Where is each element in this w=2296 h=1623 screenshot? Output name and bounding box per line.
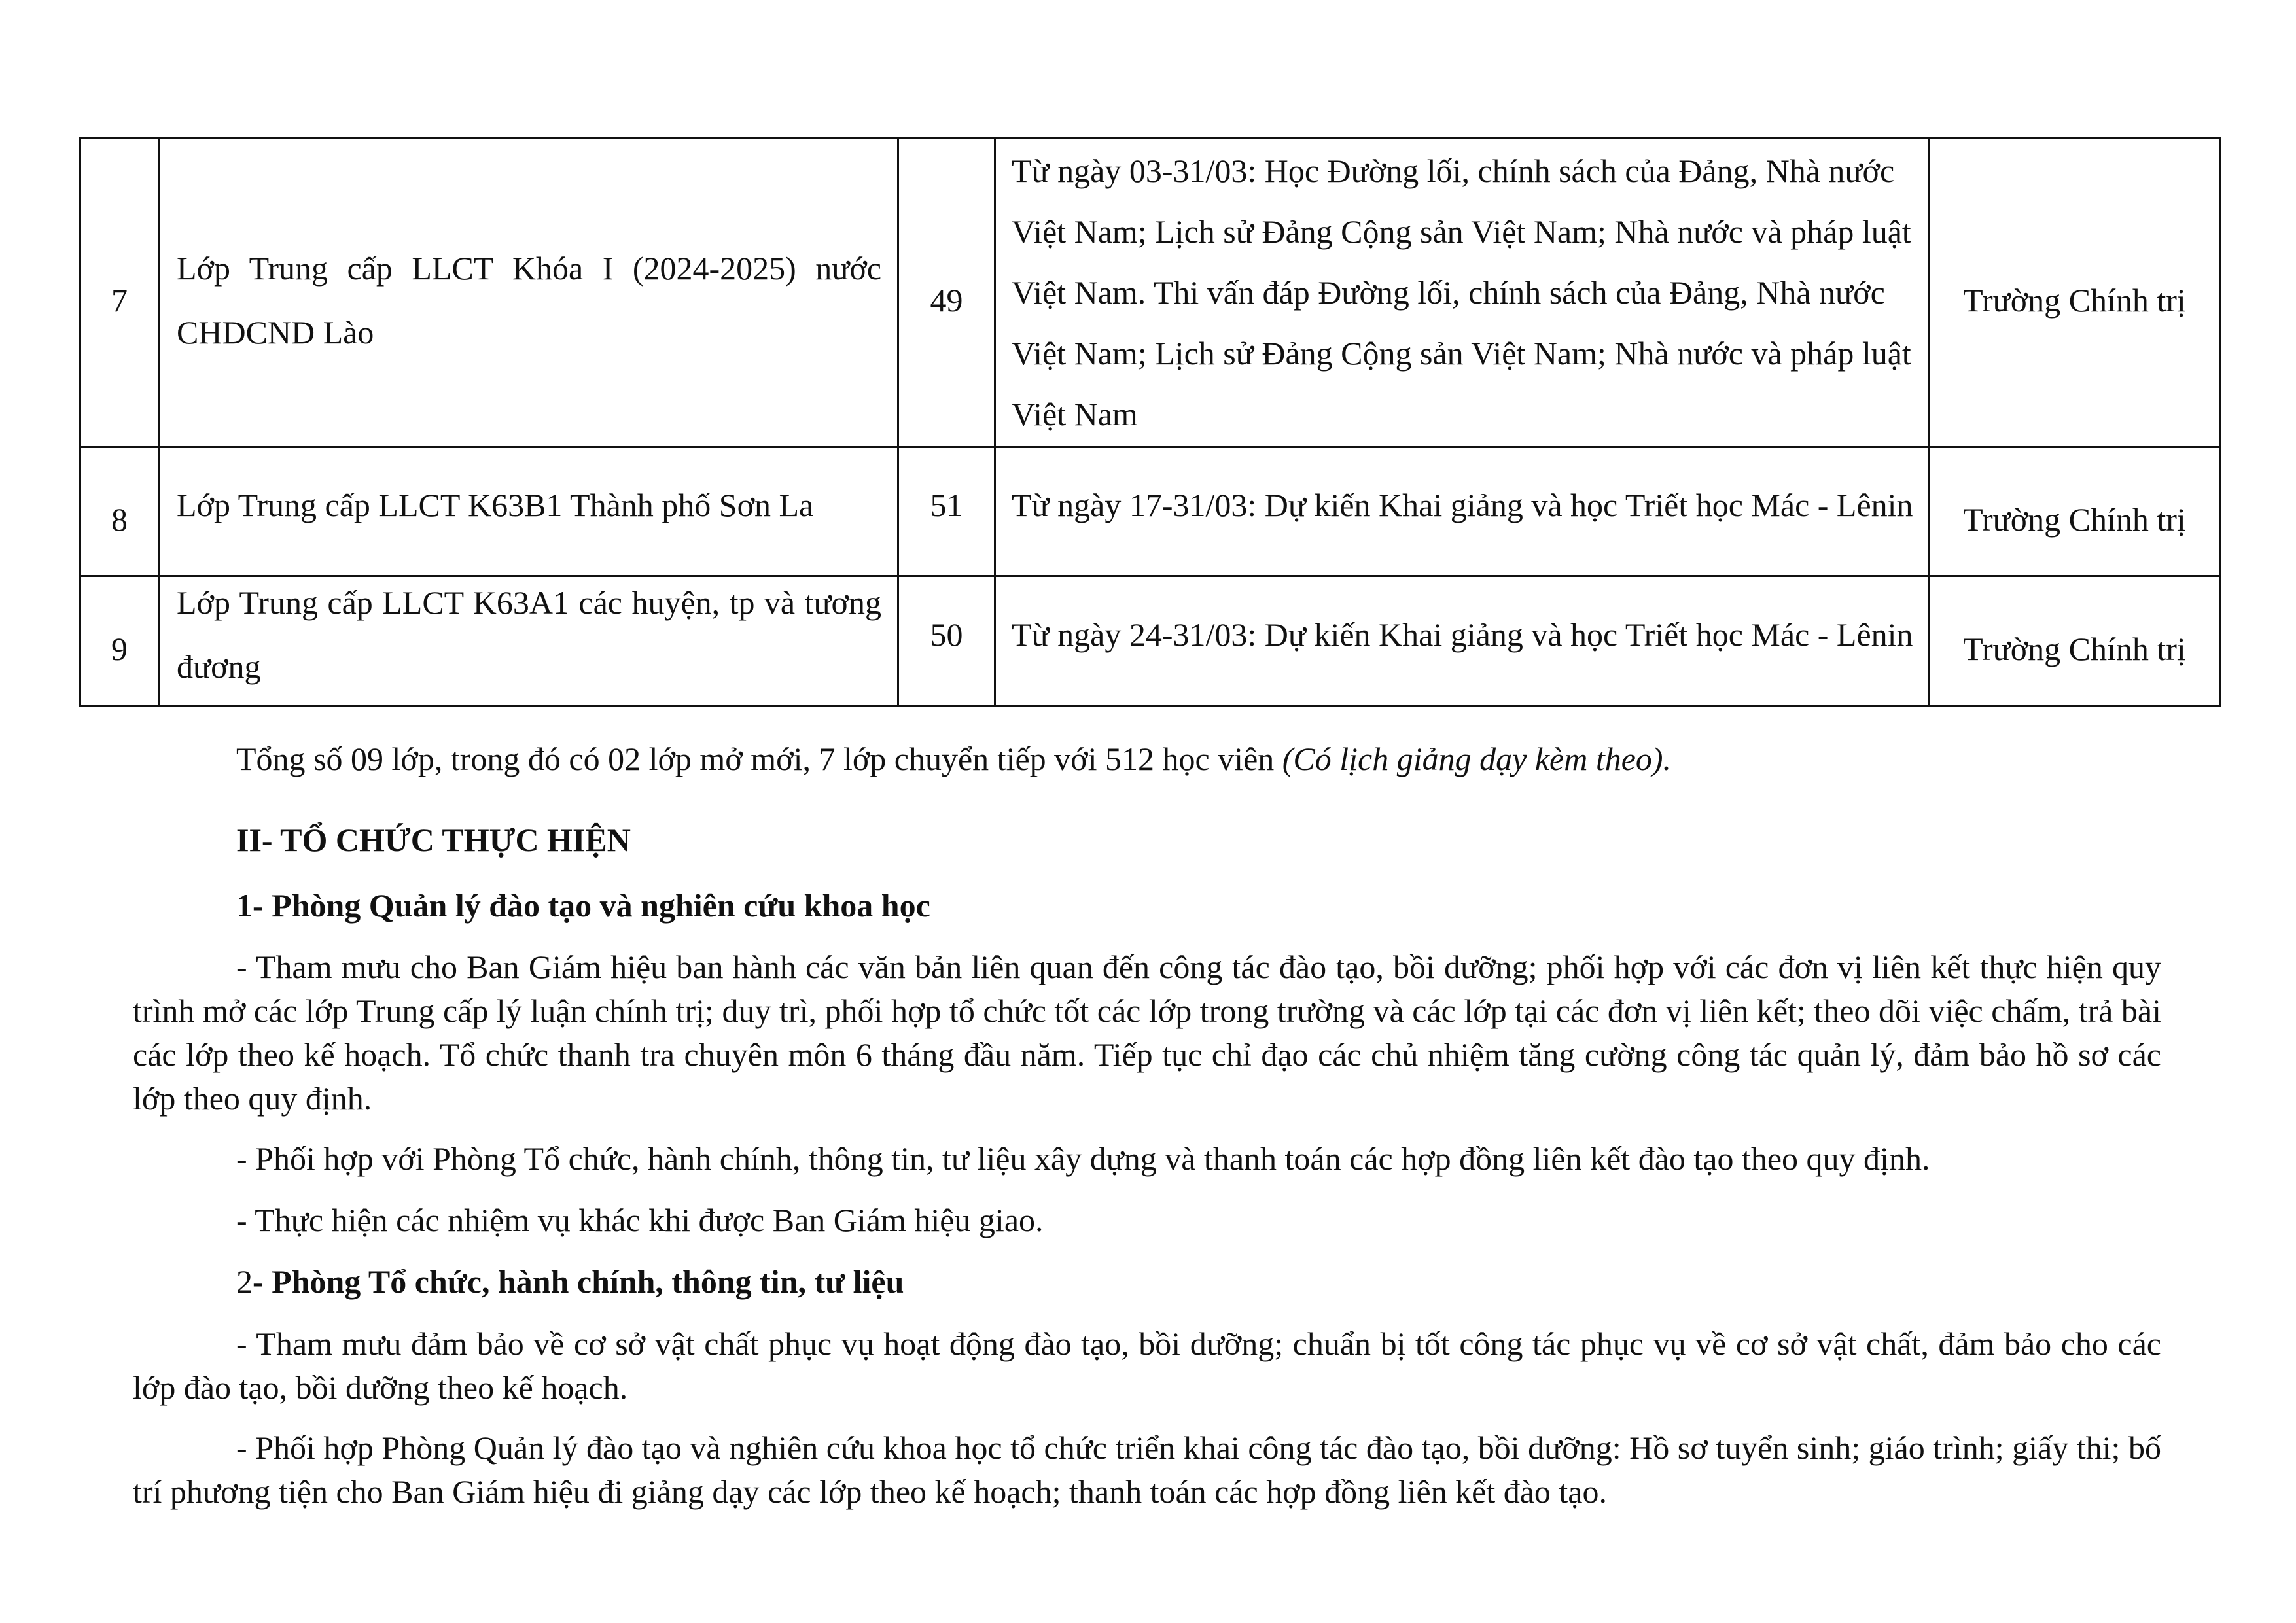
paragraph-organization-duty-1: - Tham mưu đảm bảo về cơ sở vật chất phục vụ hoạt động đào tạo, bồi dưỡng; chuẩn bị tốt công tác phục vụ về cơ sở vật chất, đảm bảo cho các lớp đào tạo, bồi dưỡng theo kế hoạch. bbox=[133, 1325, 2161, 1406]
subsection-title: - Phòng Tổ chức, hành chính, thông tin, tư liệu bbox=[253, 1263, 904, 1300]
class-name-cell: Lớp Trung cấp LLCT K63A1 các huyện, tp và tương đương bbox=[159, 576, 898, 707]
summary-note: (Có lịch giảng dạy kèm theo). bbox=[1282, 741, 1672, 777]
row-number: 9 bbox=[80, 576, 159, 707]
schedule-content-cell: Từ ngày 03-31/03: Học Đường lối, chính sách của Đảng, Nhà nước Việt Nam; Lịch sử Đảng Cộng sản Việt Nam; Nhà nước và pháp luật Việt Nam. Thi vấn đáp Đường lối, chính sách của Đảng, Nhà nước Việt Nam; Lịch sử Đảng Cộng sản Việt Nam; Nhà nước và pháp luật Việt Nam bbox=[995, 138, 1930, 447]
paragraph-training-duty-2: - Phối hợp với Phòng Tổ chức, hành chính, thông tin, tư liệu xây dựng và thanh toán các hợp đồng liên kết đào tạo theo quy định. bbox=[236, 1140, 1930, 1177]
student-count-cell: 51 bbox=[898, 447, 995, 576]
table-row bbox=[80, 576, 2220, 707]
responsible-unit-cell: Trường Chính trị bbox=[1930, 576, 2220, 707]
student-count-cell: 50 bbox=[898, 576, 995, 707]
section-heading: II- TỔ CHỨC THỰC HIỆN bbox=[236, 822, 631, 858]
table-row bbox=[80, 138, 2220, 447]
responsible-unit-cell: Trường Chính trị bbox=[1930, 447, 2220, 576]
row-number: 8 bbox=[80, 447, 159, 576]
responsible-unit-cell: Trường Chính trị bbox=[1930, 138, 2220, 447]
paragraph-organization-duty-2: - Phối hợp Phòng Quản lý đào tạo và nghiên cứu khoa học tổ chức triển khai công tác đào tạo, bồi dưỡng: Hồ sơ tuyển sinh; giáo trình; giấy thi; bố trí phương tiện cho Ban Giám hiệu đi giảng dạy các lớp theo kế hoạch; thanh toán các hợp đồng liên kết đào tạo. bbox=[133, 1429, 2161, 1510]
schedule-content-cell: Từ ngày 17-31/03: Dự kiến Khai giảng và học Triết học Mác - Lênin bbox=[995, 447, 1930, 576]
subsection-number: 2 bbox=[236, 1263, 253, 1300]
paragraph-training-duty-1: - Tham mưu cho Ban Giám hiệu ban hành các văn bản liên quan đến công tác đào tạo, bồi dưỡng; phối hợp với các đơn vị liên kết thực hiện quy trình mở các lớp Trung cấp lý luận chính trị; duy trì, phối hợp tổ chức tốt các lớp trong trường và các lớp tại các đơn vị liên kết; theo dõi việc chấm, trả bài các lớp theo kế hoạch. Tổ chức thanh tra chuyên môn 6 tháng đầu năm. Tiếp tục chỉ đạo các chủ nhiệm tăng cường công tác quản lý, đảm bảo hồ sơ các lớp theo quy định. bbox=[133, 949, 2161, 1117]
subsection-heading-organization bbox=[236, 1259, 2166, 1304]
class-name-cell: Lớp Trung cấp LLCT Khóa I (2024-2025) nước CHDCND Lào bbox=[159, 138, 898, 447]
table-row bbox=[80, 447, 2220, 576]
paragraph-training-duty-3: - Thực hiện các nhiệm vụ khác khi được Ban Giám hiệu giao. bbox=[236, 1202, 1044, 1238]
schedule-content-cell: Từ ngày 24-31/03: Dự kiến Khai giảng và học Triết học Mác - Lênin bbox=[995, 576, 1930, 707]
row-number: 7 bbox=[80, 138, 159, 447]
class-name-cell: Lớp Trung cấp LLCT K63B1 Thành phố Sơn La bbox=[159, 447, 898, 576]
student-count-cell: 49 bbox=[898, 138, 995, 447]
summary-text: Tổng số 09 lớp, trong đó có 02 lớp mở mới, 7 lớp chuyển tiếp với 512 học viên bbox=[236, 741, 1282, 777]
class-schedule-table bbox=[79, 137, 2221, 707]
subsection-heading-training: 1- Phòng Quản lý đào tạo và nghiên cứu khoa học bbox=[236, 887, 930, 924]
summary-paragraph bbox=[236, 737, 2166, 781]
